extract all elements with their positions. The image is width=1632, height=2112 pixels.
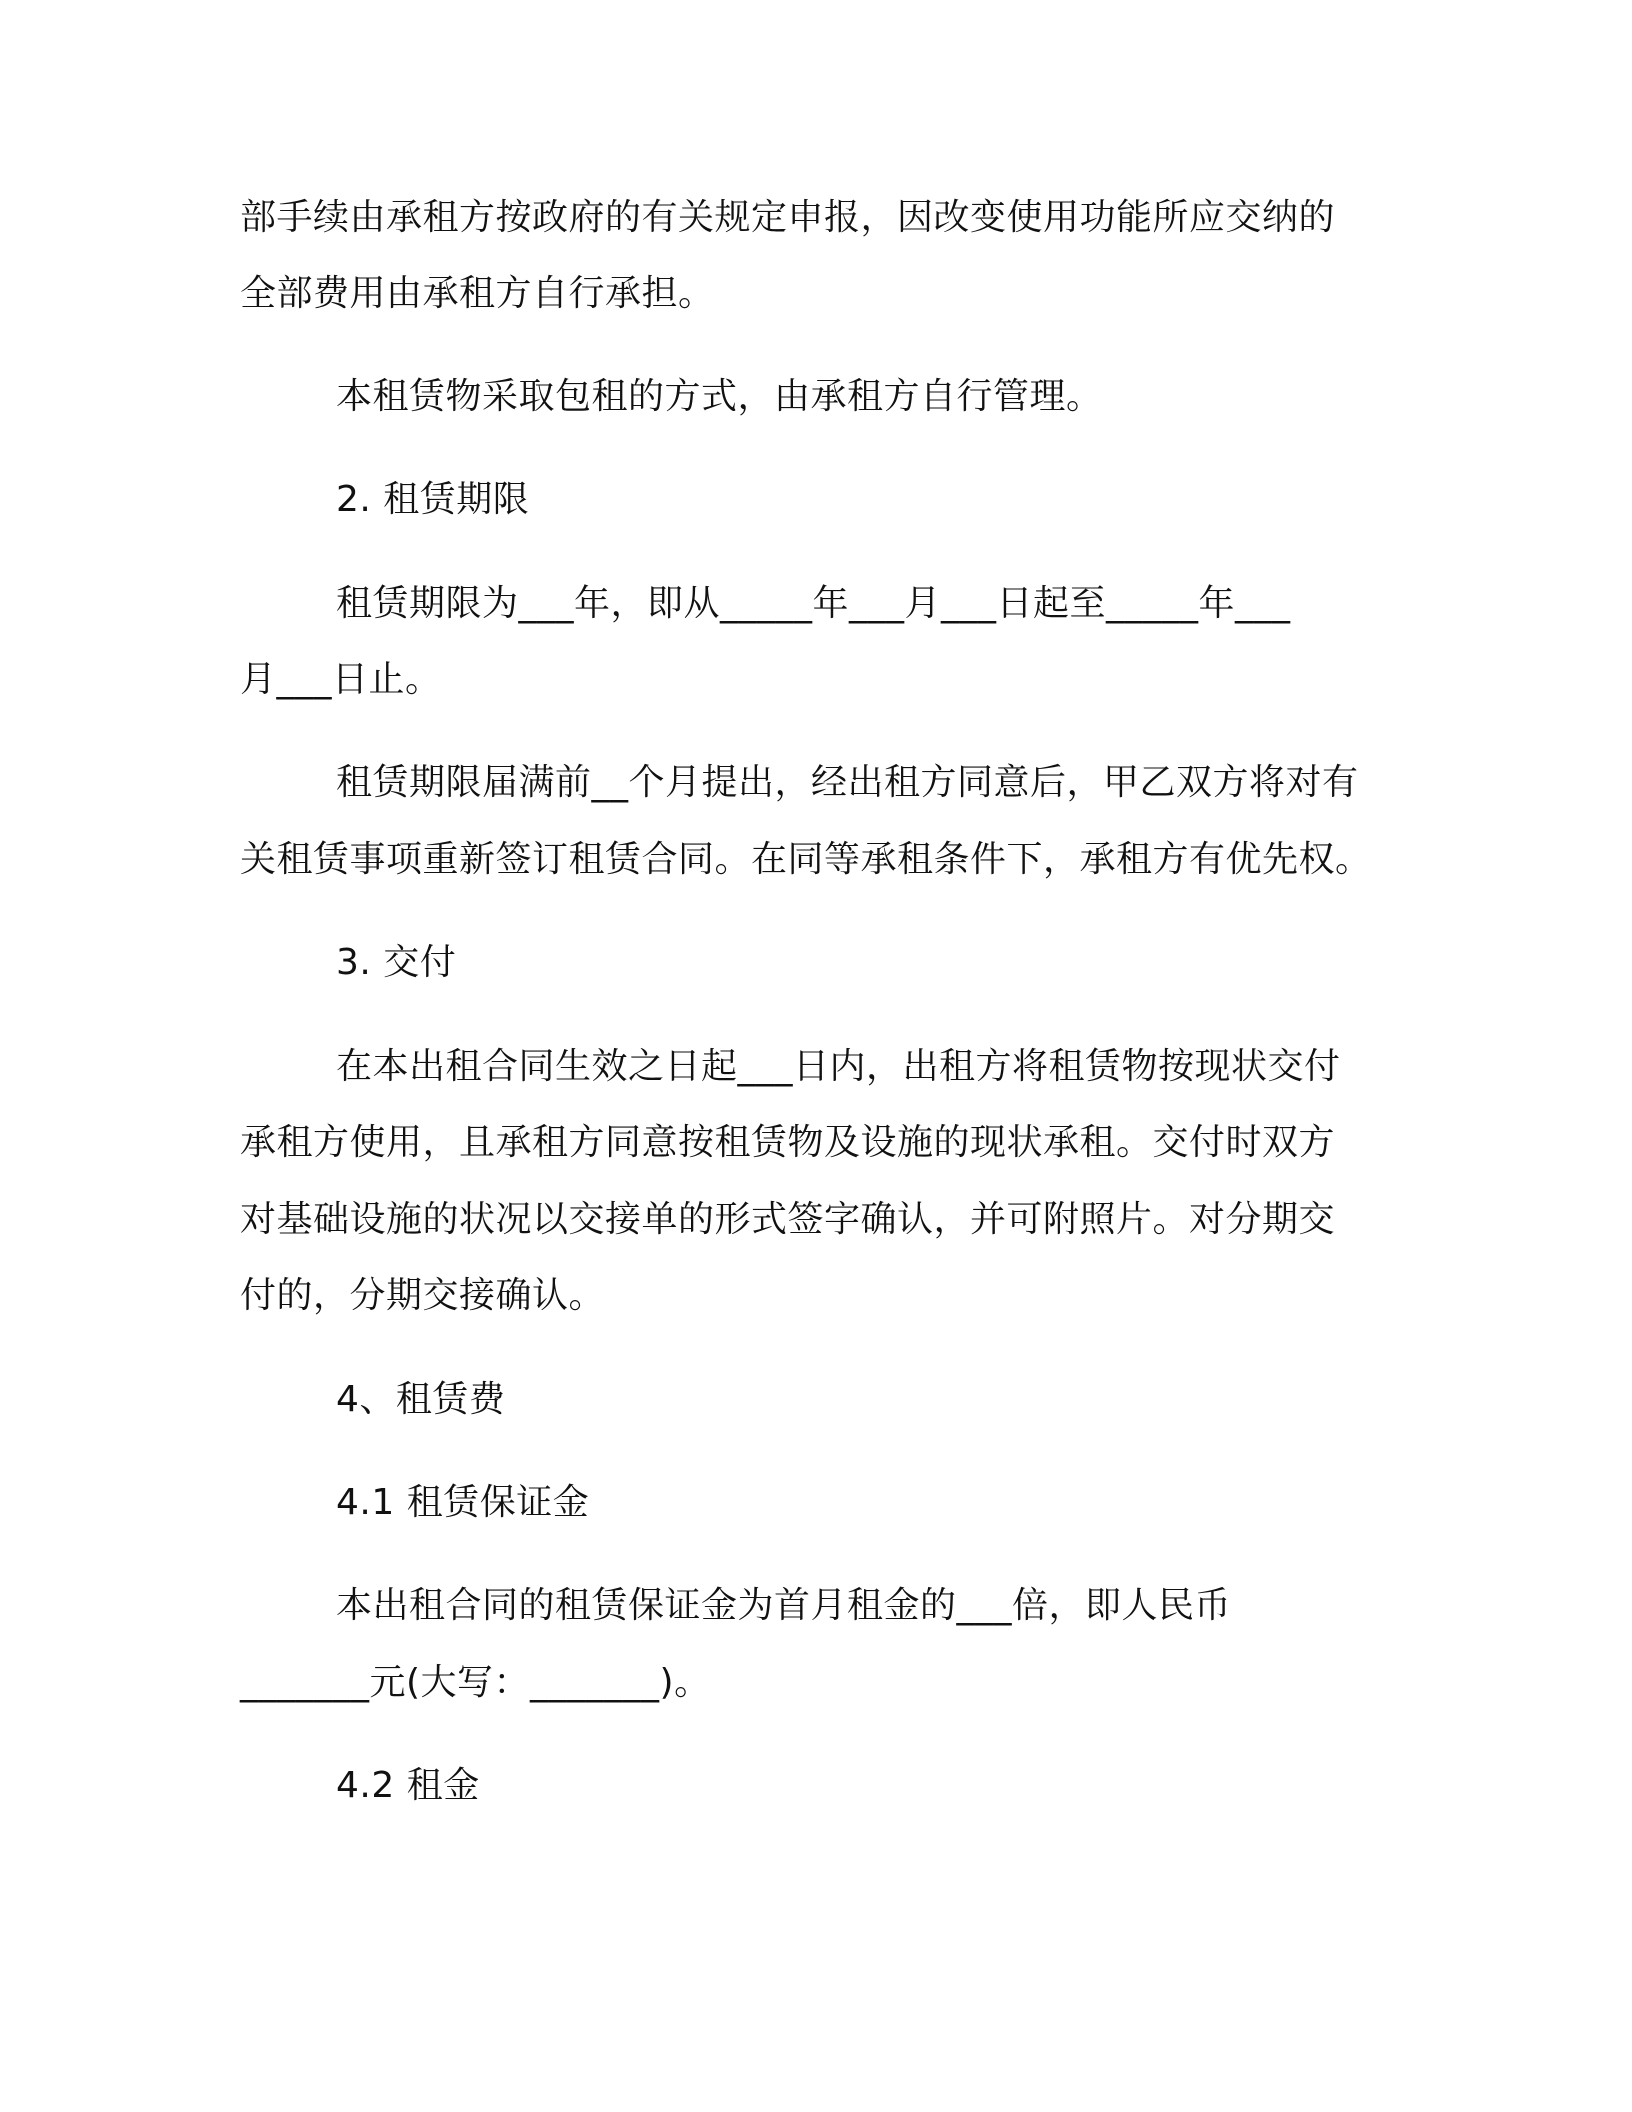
paragraph-2: 本租赁物采取包租的方式，由承租方自行管理。 <box>336 376 1103 417</box>
section-2-heading: 2. 租赁期限 <box>336 479 530 520</box>
paragraph-5-line-4: 付的，分期交接确认。 <box>240 1275 606 1316</box>
paragraph-1-line-2: 全部费用由承租方自行承担。 <box>240 273 715 314</box>
paragraph-5-line-3: 对基础设施的状况以交接单的形式签字确认，并可附照片。对分期交 <box>240 1199 1336 1240</box>
section-4-1-heading: 4.1 租赁保证金 <box>336 1482 590 1523</box>
section-4-heading: 4、租赁费 <box>336 1379 506 1420</box>
paragraph-4-line-2: 关租赁事项重新签订租赁合同。在同等承租条件下，承租方有优先权。 <box>240 839 1372 880</box>
section-4-2-heading: 4.2 租金 <box>336 1765 480 1806</box>
paragraph-4-line-1: 租赁期限届满前__个月提出，经出租方同意后，甲乙双方将对有 <box>336 762 1359 803</box>
paragraph-5-line-1: 在本出租合同生效之日起___日内，出租方将租赁物按现状交付 <box>336 1046 1341 1087</box>
paragraph-6-line-1: 本出租合同的租赁保证金为首月租金的___倍，即人民币 <box>336 1585 1232 1626</box>
paragraph-3-line-1: 租赁期限为___年，即从_____年___月___日起至_____年___ <box>336 583 1291 624</box>
paragraph-3-line-2: 月___日止。 <box>240 659 442 700</box>
paragraph-1-line-1: 部手续由承租方按政府的有关规定申报，因改变使用功能所应交纳的 <box>240 197 1336 238</box>
section-3-heading: 3. 交付 <box>336 942 457 983</box>
paragraph-5-line-2: 承租方使用，且承租方同意按租赁物及设施的现状承租。交付时双方 <box>240 1122 1336 1163</box>
paragraph-6-line-2: _______元(大写：_______)。 <box>240 1662 711 1703</box>
